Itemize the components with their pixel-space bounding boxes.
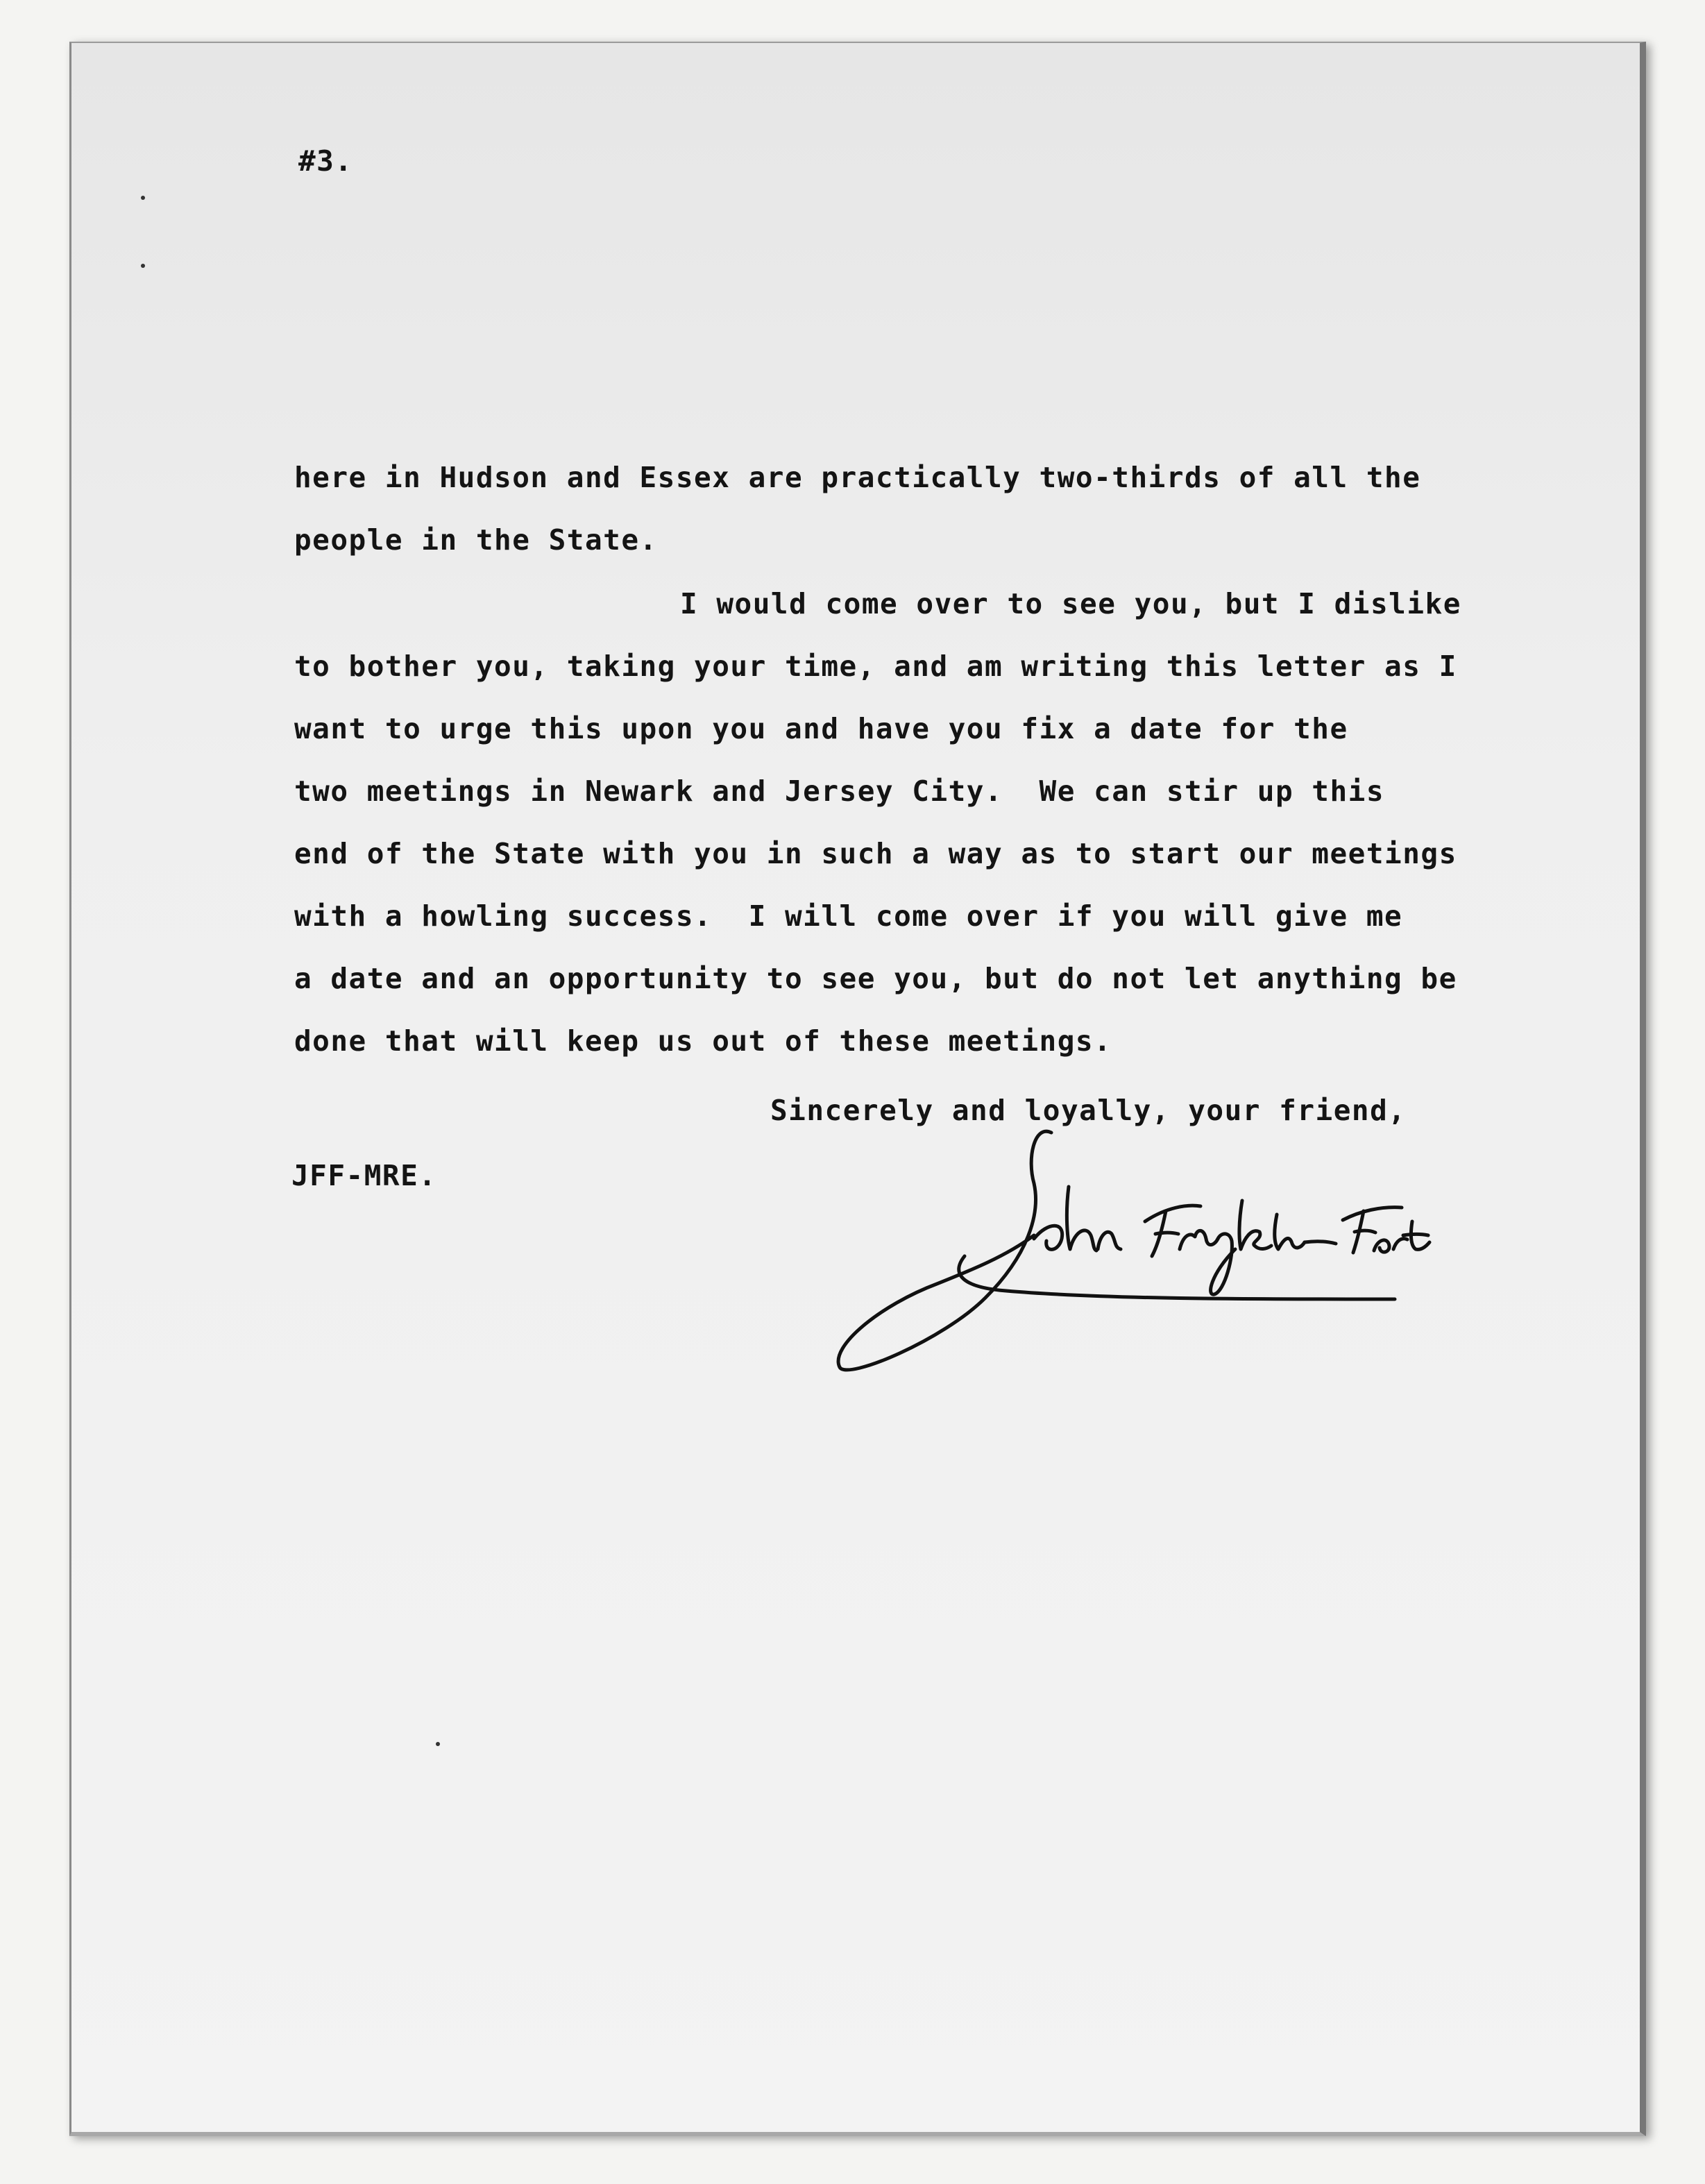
paper-speck — [436, 1742, 440, 1746]
paper-speck — [141, 196, 145, 200]
body-line: want to urge this upon you and have you fix a date for the — [294, 712, 1348, 745]
body-line: end of the State with you in such a way as to start our meetings — [294, 837, 1457, 870]
body-line: done that will keep us out of these meetings. — [294, 1024, 1112, 1058]
typist-initials: JFF-MRE. — [291, 1159, 437, 1192]
body-line: people in the State. — [294, 523, 658, 557]
paper-speck — [141, 264, 145, 268]
body-line: here in Hudson and Essex are practically two-thirds of all the — [294, 461, 1421, 494]
complimentary-closing: Sincerely and loyally, your friend, — [770, 1094, 1407, 1127]
handwritten-signature — [826, 1117, 1436, 1381]
letter-page — [69, 42, 1646, 2136]
page-number: #3. — [298, 144, 353, 178]
body-line: I would come over to see you, but I dislike — [680, 587, 1461, 620]
body-line: to bother you, taking your time, and am writing this letter as I — [294, 650, 1457, 683]
body-line: two meetings in Newark and Jersey City. We can stir up this — [294, 774, 1385, 808]
body-line: with a howling success. I will come over if you will give me — [294, 899, 1403, 933]
body-line: a date and an opportunity to see you, but do not let anything be — [294, 962, 1457, 995]
